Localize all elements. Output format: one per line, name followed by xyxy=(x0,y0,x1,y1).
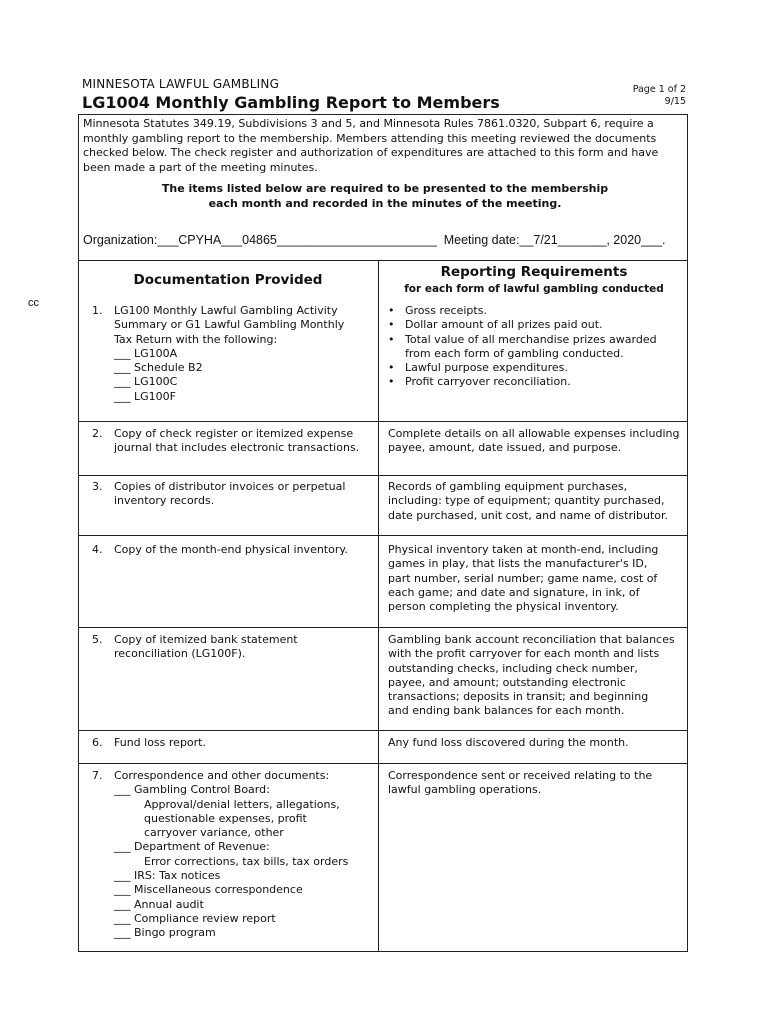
page-number: Page 1 of 2 xyxy=(632,84,686,95)
row-3-documentation xyxy=(92,480,378,509)
doc-line: Copy of itemized bank statement xyxy=(114,633,298,646)
bullet-item: • Dollar amount of all prizes paid out. xyxy=(388,318,603,332)
req-line: person completing the physical inventory. xyxy=(388,600,619,614)
intro-paragraph: Minnesota Statutes 349.19, Subdivisions 3 and 5, and Minnesota Rules 7861.0320, Subpart 6, require a monthly gambling report to the membership. Members attending this meeting reviewed the documents checked below. The check register and authorization of expenditures are attached to this form and have been made a part of the meeting minutes. xyxy=(83,117,659,174)
checklist-item[interactable]: ___ LG100A xyxy=(114,346,178,360)
doc-line: Copy of check register or itemized expense xyxy=(114,427,354,440)
row-number: 4. xyxy=(92,543,103,556)
row-number: 3. xyxy=(92,480,103,493)
row-3-requirements xyxy=(388,480,684,523)
req-line: date purchased, unit cost, and name of distributor. xyxy=(388,508,669,522)
bullet-icon: • xyxy=(388,304,395,317)
req-line: including: type of equipment; quantity purchased, xyxy=(388,494,665,508)
notice-line-1: The items listed below are required to be presented to the membership xyxy=(161,182,609,195)
page-info xyxy=(600,84,686,108)
row-divider xyxy=(78,535,688,536)
row-divider xyxy=(78,475,688,476)
req-line: payee, and amount; outstanding electronic xyxy=(388,675,626,689)
req-line: lawful gambling operations. xyxy=(388,783,542,797)
req-line: transactions; deposits in transit; and beginning xyxy=(388,690,649,704)
row-number: 7. xyxy=(92,769,103,782)
req-line: games in play, that lists the manufacturer's ID, xyxy=(388,557,648,571)
req-line: with the profit carryover for each month and lists xyxy=(388,647,660,661)
table-top-rule xyxy=(78,260,688,261)
row-5-documentation xyxy=(92,633,378,662)
row-6-documentation xyxy=(92,736,378,750)
checklist-item[interactable]: ___ Compliance review report xyxy=(114,911,276,925)
doc-sub-line: carryover variance, other xyxy=(144,826,284,840)
req-line: each game; and date and signature, in ink, of xyxy=(388,585,640,599)
req-line: Correspondence sent or received relating to the xyxy=(388,769,653,782)
form-title: LG1004 Monthly Gambling Report to Members xyxy=(82,93,500,112)
checklist-item[interactable]: ___ Miscellaneous correspondence xyxy=(114,883,303,897)
row-5-requirements xyxy=(388,633,684,719)
column-header-documentation: Documentation Provided xyxy=(133,272,323,288)
req-line: Any fund loss discovered during the month. xyxy=(388,736,629,749)
row-number: 1. xyxy=(92,304,103,317)
req-line: Physical inventory taken at month-end, including xyxy=(388,543,659,556)
row-1-documentation xyxy=(92,304,378,404)
bullet-item: • Gross receipts. xyxy=(388,304,487,317)
form-version: 9/15 xyxy=(664,96,686,107)
doc-line: Summary or G1 Lawful Gambling Monthly xyxy=(114,318,345,332)
notice xyxy=(90,182,680,211)
row-1-requirements xyxy=(388,304,684,390)
checklist-item[interactable]: ___ Annual audit xyxy=(114,897,204,911)
doc-line: Copies of distributor invoices or perpetual xyxy=(114,480,346,493)
checklist-item[interactable]: ___ LG100F xyxy=(114,389,176,403)
row-divider xyxy=(78,421,688,422)
checklist-item[interactable]: ___ LG100C xyxy=(114,375,178,389)
row-4-documentation xyxy=(92,543,378,557)
checklist-item[interactable]: ___ Department of Revenue: xyxy=(114,840,270,854)
req-line: part number, serial number; game name, cost of xyxy=(388,571,658,585)
bullet-item: • Lawful purpose expenditures. xyxy=(388,361,568,375)
row-7-requirements xyxy=(388,769,684,798)
row-4-requirements xyxy=(388,543,684,614)
column-divider xyxy=(378,260,379,952)
doc-line: Copy of the month-end physical inventory. xyxy=(114,543,348,556)
bullet-item: • Profit carryover reconciliation. xyxy=(388,375,571,389)
row-divider xyxy=(78,627,688,628)
bullet-icon: • xyxy=(388,332,395,346)
req-line: and ending bank balances for each month. xyxy=(388,704,625,718)
row-divider xyxy=(78,730,688,731)
req-line: Complete details on all allowable expenses including xyxy=(388,427,680,440)
notice-line-2: each month and recorded in the minutes of the meeting. xyxy=(208,196,562,210)
organization-meeting-line[interactable]: Organization:___CPYHA___04865_______________________ Meeting date:__7/21_______, 2020___. xyxy=(83,233,666,247)
bullet-icon: • xyxy=(388,361,395,375)
row-number: 5. xyxy=(92,633,103,646)
doc-line: Tax Return with the following: xyxy=(114,332,278,346)
doc-line: reconciliation (LG100F). xyxy=(114,647,246,661)
req-line: outstanding checks, including check number, xyxy=(388,661,638,675)
bullet-icon: • xyxy=(388,375,395,389)
doc-sub-line: Approval/denial letters, allegations, xyxy=(144,797,340,811)
checklist-item[interactable]: ___ Gambling Control Board: xyxy=(114,783,270,797)
bullet-icon: • xyxy=(388,318,395,332)
doc-line: LG100 Monthly Lawful Gambling Activity xyxy=(114,304,338,317)
req-line: Gambling bank account reconciliation that balances xyxy=(388,633,675,646)
checklist-item[interactable]: ___ IRS: Tax notices xyxy=(114,869,221,883)
row-6-requirements xyxy=(388,736,684,750)
req-line: payee, amount, date issued, and purpose. xyxy=(388,441,622,455)
margin-note: cc xyxy=(28,297,39,309)
doc-line: Fund loss report. xyxy=(114,736,206,749)
row-7-documentation xyxy=(92,769,378,941)
row-2-requirements xyxy=(388,427,684,456)
column-subheader-requirements: for each form of lawful gambling conducted xyxy=(404,283,664,295)
checklist-item[interactable]: ___ Schedule B2 xyxy=(114,361,203,375)
row-divider xyxy=(78,763,688,764)
row-number: 6. xyxy=(92,736,103,749)
row-2-documentation xyxy=(92,427,378,456)
req-line: Records of gambling equipment purchases, xyxy=(388,480,628,493)
doc-line: Correspondence and other documents: xyxy=(114,769,330,782)
doc-line: journal that includes electronic transactions. xyxy=(114,441,360,455)
agency-name: MINNESOTA LAWFUL GAMBLING xyxy=(82,77,280,91)
doc-line: inventory records. xyxy=(114,494,215,508)
doc-sub-line: questionable expenses, profit xyxy=(144,811,307,825)
checklist-item[interactable]: ___ Bingo program xyxy=(114,926,216,940)
bullet-item: • Total value of all merchandise prizes awarded from each form of gambling conducted. xyxy=(388,332,657,360)
row-number: 2. xyxy=(92,427,103,440)
column-header-requirements: Reporting Requirements xyxy=(440,264,628,280)
doc-sub-line: Error corrections, tax bills, tax orders xyxy=(144,854,349,868)
